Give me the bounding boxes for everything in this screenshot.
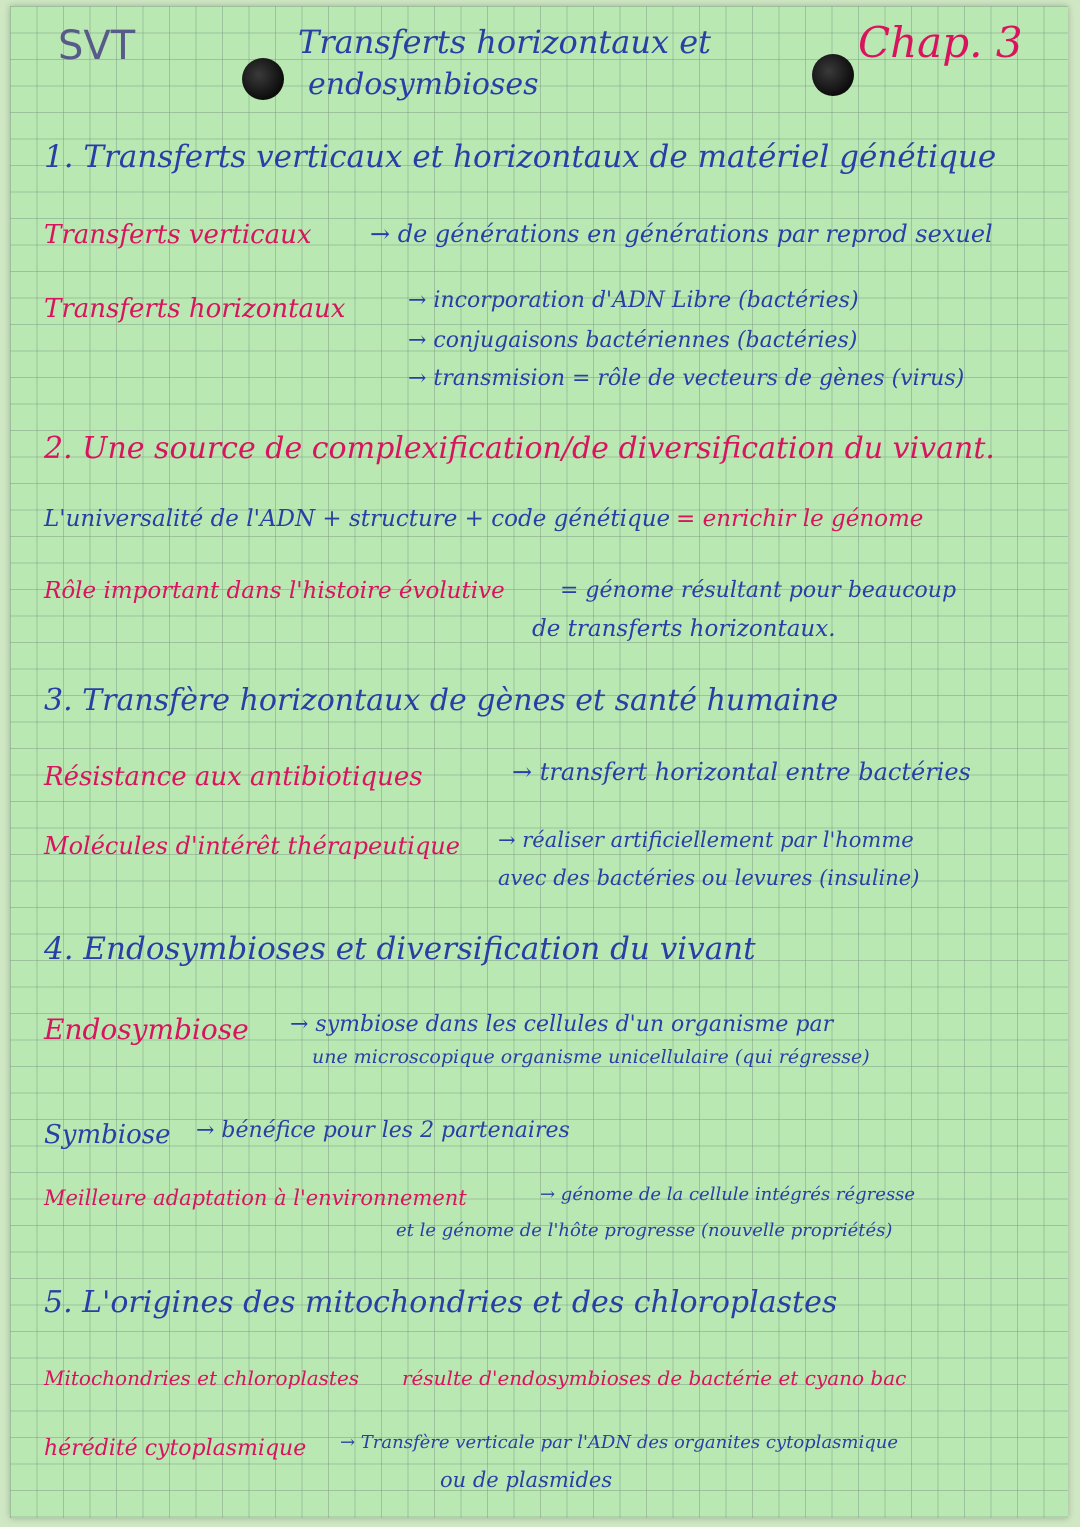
binder-hole — [812, 54, 854, 96]
endosymbiosis-term: Endosymbiose — [44, 1013, 249, 1046]
section-2-line-1a: L'universalité de l'ADN + structure + code génétique — [44, 506, 671, 532]
page-title-line-2: endosymbioses — [308, 67, 539, 102]
horizontal-transfer-item: → incorporation d'ADN Libre (bactéries) — [408, 288, 859, 313]
therapeutic-molecules-definition-2: avec des bactéries ou levures (insuline) — [498, 866, 920, 890]
section-2-line-2c: de transferts horizontaux. — [532, 616, 836, 642]
section-5-line-1a: Mitochondries et chloroplastes — [44, 1366, 360, 1390]
section-1-heading: 1. Transferts verticaux et horizontaux de matériel génétique — [44, 139, 997, 175]
symbiosis-definition: → bénéfice pour les 2 partenaires — [196, 1118, 570, 1143]
better-adaptation-term: Meilleure adaptation à l'environnement — [44, 1186, 467, 1210]
section-4-heading: 4. Endosymbioses et diversification du vivant — [44, 931, 756, 967]
therapeutic-molecules-definition-1: → réaliser artificiellement par l'homme — [498, 828, 914, 852]
vertical-transfers-definition: → de générations en générations par reprod sexuel — [370, 220, 993, 248]
better-adaptation-definition-1: → génome de la cellule intégrés régresse — [540, 1184, 916, 1205]
section-3-heading: 3. Transfère horizontaux de gènes et santé humaine — [44, 683, 839, 718]
better-adaptation-definition-2: et le génome de l'hôte progresse (nouvelle propriétés) — [396, 1220, 893, 1241]
antibiotic-resistance-term: Résistance aux antibiotiques — [44, 762, 423, 792]
cytoplasmic-heredity-term: hérédité cytoplasmique — [44, 1436, 307, 1461]
horizontal-transfer-item: → conjugaisons bactériennes (bactéries) — [408, 328, 858, 353]
section-2-line-2a: Rôle important dans l'histoire évolutive — [44, 578, 505, 604]
section-5-heading: 5. L'origines des mitochondries et des chloroplastes — [44, 1285, 838, 1320]
section-2-heading: 2. Une source de complexification/de diversification du vivant. — [44, 431, 995, 466]
subject-label: SVT — [58, 23, 136, 69]
cytoplasmic-heredity-definition-1: → Transfère verticale par l'ADN des organites cytoplasmique — [340, 1432, 898, 1453]
section-2-line-2b: = génome résultant pour beaucoup — [560, 578, 957, 603]
cytoplasmic-heredity-definition-2: ou de plasmides — [440, 1468, 613, 1492]
antibiotic-resistance-definition: → transfert horizontal entre bactéries — [512, 758, 971, 786]
endosymbiosis-definition-2: une microscopique organisme unicellulaire (qui régresse) — [312, 1046, 870, 1068]
binder-hole — [242, 58, 284, 100]
section-2-line-1b: = enrichir le génome — [676, 506, 924, 532]
therapeutic-molecules-term: Molécules d'intérêt thérapeutique — [44, 832, 460, 860]
page-title-line-1: Transferts horizontaux et — [298, 23, 711, 61]
horizontal-transfers-term: Transferts horizontaux — [44, 294, 346, 324]
section-5-line-1b: résulte d'endosymbioses de bactérie et cyano bac — [402, 1366, 907, 1390]
symbiosis-term: Symbiose — [44, 1120, 171, 1150]
chapter-label: Chap. 3 — [858, 18, 1023, 67]
vertical-transfers-term: Transferts verticaux — [44, 220, 312, 250]
endosymbiosis-definition-1: → symbiose dans les cellules d'un organisme par — [290, 1012, 834, 1037]
horizontal-transfer-item: → transmision = rôle de vecteurs de gènes (virus) — [408, 366, 965, 391]
